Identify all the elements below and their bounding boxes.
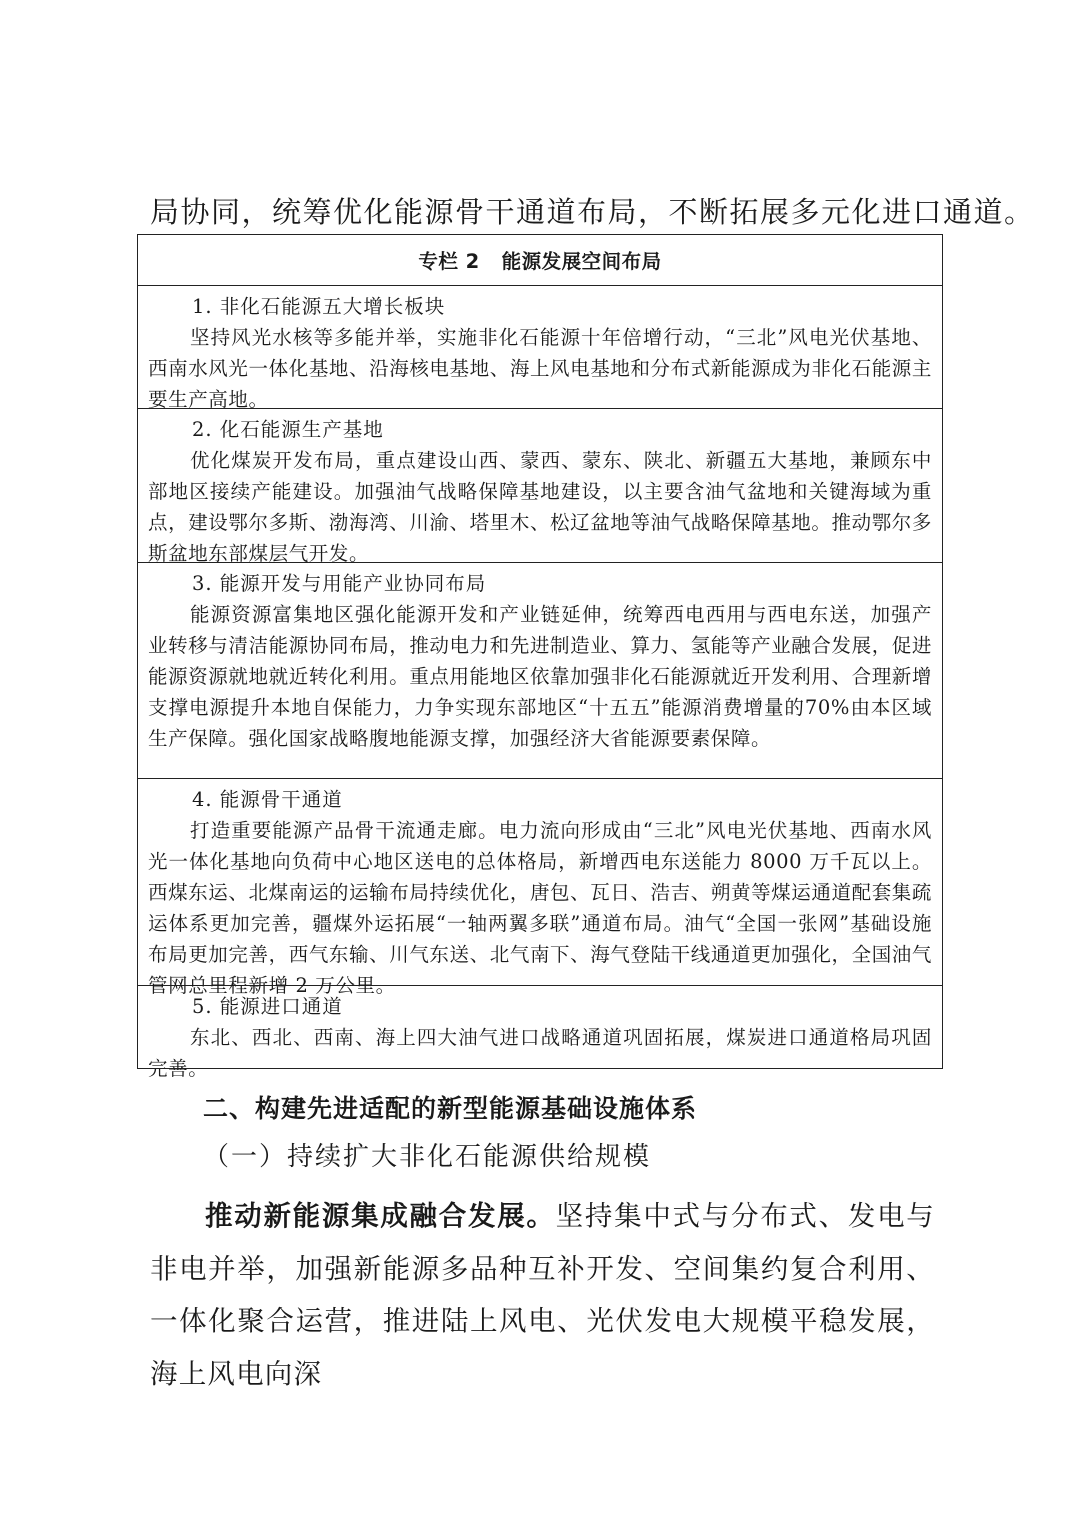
- box-title-number: 专栏 2: [418, 250, 480, 273]
- section-body: 东北、西北、西南、海上四大油气进口战略通道巩固拓展，煤炭进口通道格局巩固完善。: [148, 1026, 932, 1080]
- paragraph-lead: 推动新能源集成融合发展。: [205, 1200, 556, 1232]
- section-body: 优化煤炭开发布局，重点建设山西、蒙西、蒙东、陕北、新疆五大基地，兼顾东中部地区接续产能建设。加强油气战略保障基地建设，以主要含油气盆地和关键海域为重点，建设鄂尔多斯、渤海湾、川渝、塔里木、松辽盆地等油气战略保障基地。推动鄂尔多斯盆地东部煤层气开发。: [148, 449, 932, 565]
- box-title: [138, 235, 942, 286]
- section-body: 能源资源富集地区强化能源开发和产业链延伸，统筹西电西用与西电东送，加强产业转移与清洁能源协同布局，推动电力和先进制造业、算力、氢能等产业融合发展，促进能源资源就地就近转化利用。重点用能地区依靠加强非化石能源就近开发利用、合理新增支撑电源提升本地自保能力，力争实现东部地区“十五五”能源消费增量的70%由本区域生产保障。强化国家战略腹地能源支撑，加强经济大省能源要素保障。: [148, 603, 932, 750]
- section-heading: 4. 能源骨干通道: [192, 788, 343, 811]
- section-heading: 2. 化石能源生产基地: [192, 418, 384, 441]
- box-section-3: [138, 563, 942, 779]
- box-section-4: [138, 779, 942, 997]
- subsection-title: （一）持续扩大非化石能源供给规模: [203, 1142, 652, 1172]
- body-paragraph: [150, 1190, 935, 1400]
- section-title: 二、构建先进适配的新型能源基础设施体系: [203, 1094, 698, 1123]
- column-box: [137, 234, 943, 1080]
- section-body: 坚持风光水核等多能并举，实施非化石能源十年倍增行动，“三北”风电光伏基地、西南水风光一体化基地、沿海核电基地、海上风电基地和分布式新能源成为非化石能源主要生产高地。: [148, 326, 932, 411]
- box-section-5: [138, 986, 942, 1079]
- box-title-text: 能源发展空间布局: [501, 250, 662, 273]
- box-section-2: [138, 409, 942, 563]
- section-heading: 5. 能源进口通道: [192, 995, 343, 1018]
- box-section-1: [138, 286, 942, 409]
- intro-line: 局协同，统筹优化能源骨干通道布局，不断拓展多元化进口通道。: [150, 195, 1035, 229]
- section-body: 打造重要能源产品骨干流通走廊。电力流向形成由“三北”风电光伏基地、西南水风光一体化基地向负荷中心地区送电的总体格局，新增西电东送能力 8000 万千瓦以上。西煤东运、北煤南运的运输布局持续优化，唐包、瓦日、浩吉、朔黄等煤运通道配套集疏运体系更加完善，疆煤外运拓展“一轴两翼多联”通道布局。油气“全国一张网”基础设施布局更加完善，西气东输、川气东送、北气南下、海气登陆干线通道更加强化，全国油气管网总里程新增 2 万公里。: [148, 819, 932, 997]
- paragraph-text: 坚持集中式与分布式、发电与非电并举，加强新能源多品种互补开发、空间集约复合利用、一体化聚合运营，推进陆上风电、光伏发电大规模平稳发展，海上风电向深: [150, 1200, 935, 1390]
- section-heading: 3. 能源开发与用能产业协同布局: [192, 572, 487, 595]
- section-heading: 1. 非化石能源五大增长板块: [192, 295, 446, 318]
